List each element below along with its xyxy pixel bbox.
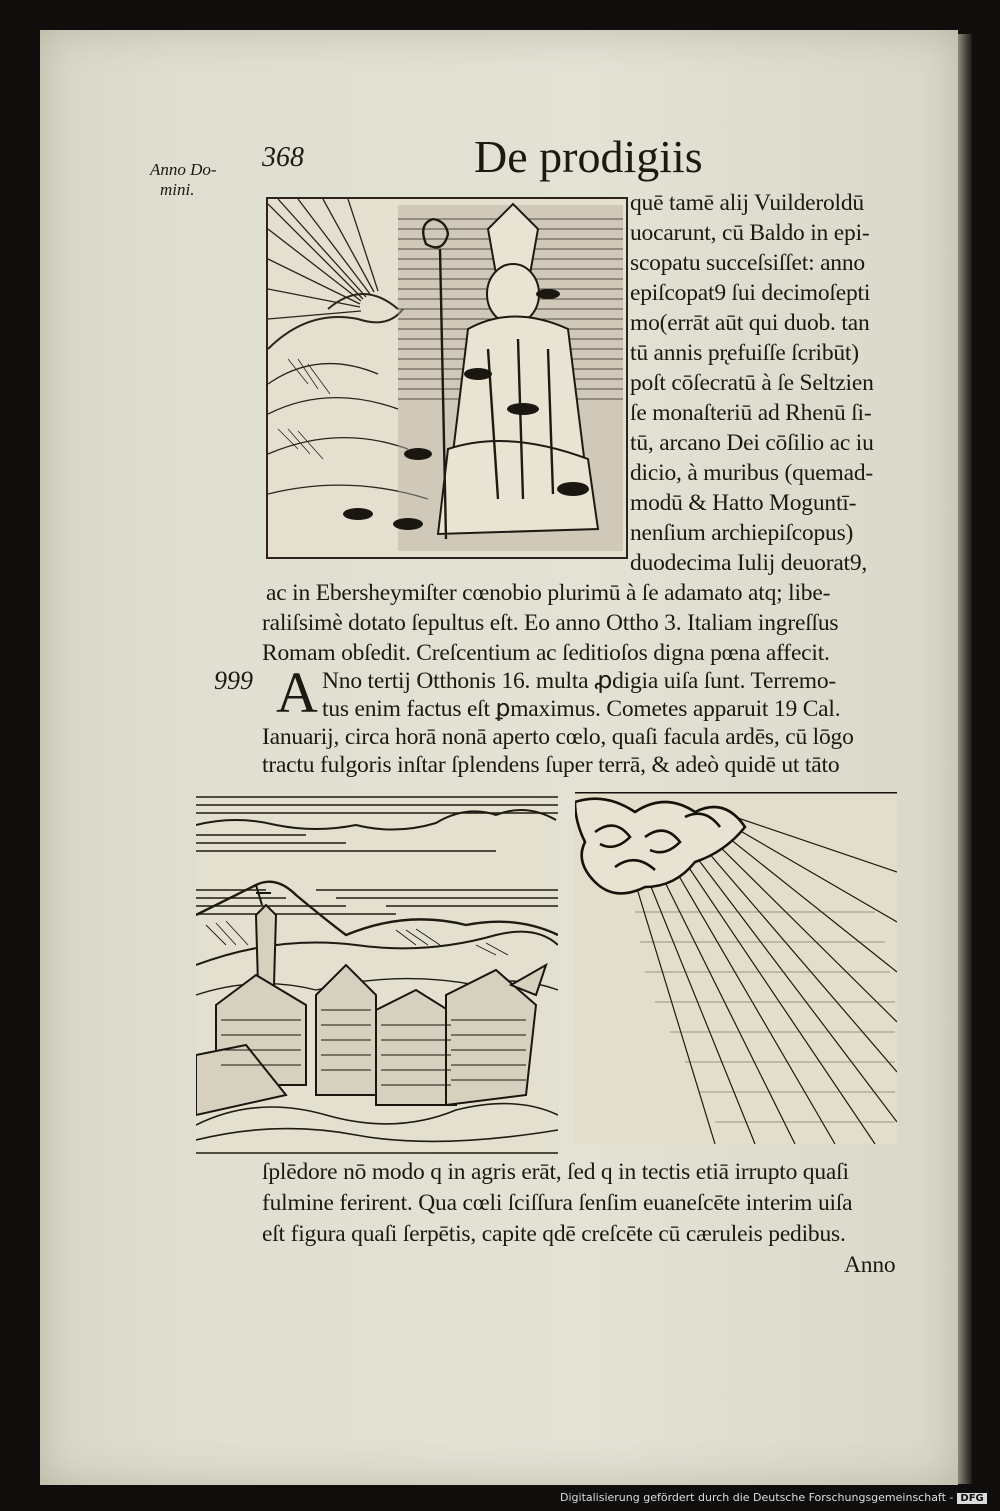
text-line: raliſsimè dotato ſepultus eſt. Eo anno Ottho 3. Italiam ingreſſus [262, 610, 839, 636]
year-margin-note: 999 [214, 666, 253, 695]
text-line: duodecima Iulij deuorat9, [630, 550, 868, 576]
text-line: epiſcopat9 ſui decimoſepti [630, 280, 871, 306]
text-line: nenſium archiepiſcopus) [630, 520, 854, 546]
text-line: quē tamē alij Vuilderoldū [630, 190, 864, 216]
credit-text: Digitalisierung gefördert durch die Deutsche Forschungsgemeinschaft - [560, 1491, 954, 1504]
margin-note-line-1: Anno Do- [150, 160, 217, 179]
woodcut-earthquake-town [196, 795, 558, 1157]
text-line: poſt cōſecratū à ſe Seltzien [630, 370, 874, 396]
woodcut-comet [575, 792, 897, 1144]
text-line: mo(errāt aūt qui duob. tan [630, 310, 870, 336]
text-line: ſe monaſteriū ad Rhenū ſi- [630, 400, 872, 426]
text-line: fulmine ferirent. Qua cœli ſciſſura ſenſim euaneſcēte interim uiſa [262, 1190, 853, 1216]
catchword: Anno [844, 1252, 896, 1278]
drop-cap: A [276, 660, 318, 725]
digitization-credit [560, 1491, 987, 1504]
woodcut-bishop-mice [266, 197, 628, 559]
woodcut-comet-art [575, 792, 897, 1144]
text-line: modū & Hatto Moguntī- [630, 490, 857, 516]
text-line: tus enim factus eſt ꝑmaximus. Cometes apparuit 19 Cal. [322, 696, 841, 722]
margin-note-line-2: mini. [160, 180, 195, 199]
page-edge [958, 34, 972, 1484]
text-line: dicio, à muribus (quemad- [630, 460, 873, 486]
text-line: eſt figura quaſi ſerpētis, capite qdē creſcēte cū cæruleis pedibus. [262, 1221, 846, 1247]
text-line: tractu fulgoris inſtar ſplendens ſuper terrā, & adeò quidē ut tāto [262, 752, 840, 778]
text-line: ſplēdore nō modo q in agris erāt, ſed q in tectis etiā irrupto quaſi [262, 1159, 849, 1185]
text-line: uocarunt, cū Baldo in epi- [630, 220, 870, 246]
text-line: tū, arcano Dei cōſilio ac iu [630, 430, 874, 456]
running-title: De prodigiis [474, 131, 703, 182]
woodcut-earthquake-town-art [196, 795, 558, 1157]
folio-number: 368 [262, 142, 304, 173]
text-line: ac in Ebersheymiſter cœnobio plurimū à ſe adamato atq; libe- [266, 580, 831, 606]
text-line: Ianuarij, circa horā nonā aperto cœlo, quaſi facula ardēs, cū lōgo [262, 724, 854, 750]
text-line: scopatu succeſsiſſet: anno [630, 250, 865, 276]
text-line: tū annis pr̨efuiſſe ſcribūt) [630, 340, 859, 366]
text-line: Romam obſedit. Creſcentium ac ſeditioſos digna pœna affecit. [262, 640, 830, 666]
woodcut-bishop-mice-art [268, 199, 626, 557]
dfg-logo: DFG [957, 1493, 986, 1504]
text-line: Nno tertij Otthonis 16. multa ꝓdigia uiſa ſunt. Terremo- [322, 668, 837, 694]
